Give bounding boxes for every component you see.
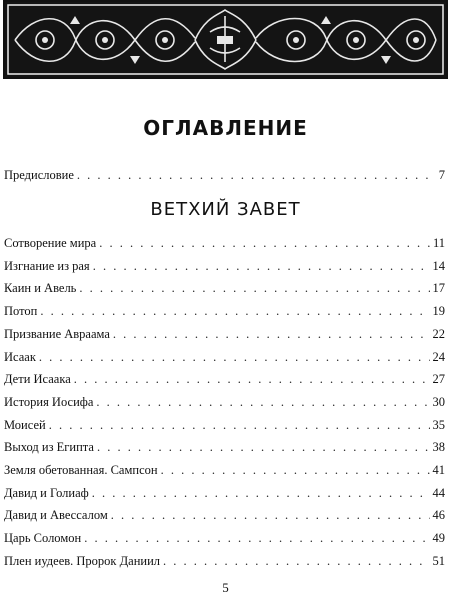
toc-entry-label: Земля обетованная. Сампсон	[4, 463, 158, 477]
section-title: ВЕТХИЙ ЗАВЕТ	[150, 199, 301, 220]
toc-entry-label: Давид и Авессалом	[4, 508, 108, 523]
leader-dots	[97, 440, 430, 455]
page-title: ОГЛАВЛЕНИЕ	[143, 116, 308, 140]
leader-dots	[77, 168, 436, 183]
leader-dots	[49, 418, 430, 433]
toc-entry-page: 27	[432, 372, 445, 387]
toc-entry-preface[interactable]	[4, 168, 445, 188]
toc-entry[interactable]	[4, 440, 445, 460]
toc-entry-label: Давид и Голиаф	[4, 485, 89, 500]
toc-entry[interactable]	[4, 327, 445, 347]
toc-entry-label: Выход из Египта	[4, 440, 94, 455]
toc-entry-label: Дети Исаака	[4, 372, 71, 387]
toc-entry[interactable]	[4, 236, 445, 256]
ornamental-header-banner	[3, 0, 448, 79]
leader-dots	[84, 531, 429, 546]
leader-dots	[74, 372, 430, 387]
toc-entry[interactable]	[4, 350, 445, 370]
toc-entry-label: Призвание Авраама	[4, 326, 110, 341]
leader-dots	[96, 395, 429, 410]
toc-entry[interactable]	[4, 486, 445, 506]
toc-entry-page: 41	[432, 463, 445, 477]
ornament-pattern-icon	[5, 2, 446, 77]
toc-entry-label: Потоп	[4, 304, 38, 319]
toc-entry[interactable]	[4, 259, 445, 279]
leader-dots	[161, 463, 430, 478]
toc-entry-label: История Иосифа	[4, 394, 94, 409]
leader-dots	[92, 486, 430, 501]
toc-entry-label: Плен иудеев. Пророк Даниил	[4, 553, 160, 568]
toc-entry-page: 11	[432, 236, 445, 250]
toc-entry-label: Сотворение мира	[4, 236, 97, 250]
toc-entry-page: 51	[432, 553, 445, 568]
leader-dots	[40, 304, 429, 319]
toc-entry-page: 24	[432, 349, 445, 364]
leader-dots	[79, 281, 429, 296]
toc-entry[interactable]	[4, 372, 445, 392]
toc-entry[interactable]	[4, 463, 445, 483]
leader-dots	[113, 327, 430, 342]
toc-entry-page: 14	[432, 258, 445, 273]
toc-entry-page: 38	[432, 440, 445, 455]
toc-entry-page: 35	[432, 417, 445, 432]
toc-entry[interactable]	[4, 281, 445, 301]
toc-entry-page: 7	[438, 168, 445, 182]
leader-dots	[99, 236, 430, 251]
toc-entry-page: 19	[432, 304, 445, 319]
toc-entry[interactable]	[4, 304, 445, 324]
toc-entry-label: Исаак	[4, 349, 36, 364]
leader-dots	[111, 508, 430, 523]
toc-entry[interactable]	[4, 508, 445, 528]
toc-entry-page: 22	[432, 326, 445, 341]
toc-entry-page: 46	[432, 508, 445, 523]
toc-entry[interactable]	[4, 531, 445, 551]
page-number: 5	[222, 580, 229, 595]
leader-dots	[163, 554, 430, 569]
toc-entry-label: Изгнание из рая	[4, 258, 90, 273]
toc-entry-label: Каин и Авель	[4, 281, 77, 296]
toc-entry-page: 30	[432, 394, 445, 409]
toc-entry-page: 17	[432, 281, 445, 296]
toc-entry-page: 49	[432, 531, 445, 546]
toc-entry[interactable]	[4, 418, 445, 438]
toc-entry-label: Предисловие	[4, 168, 74, 182]
toc-entry-page: 44	[432, 485, 445, 500]
toc-entry-label: Царь Соломон	[4, 531, 82, 546]
toc-entry[interactable]	[4, 395, 445, 415]
leader-dots	[39, 350, 430, 365]
toc-entry-label: Моисей	[4, 417, 46, 432]
toc-entry[interactable]	[4, 554, 445, 574]
leader-dots	[93, 259, 430, 274]
